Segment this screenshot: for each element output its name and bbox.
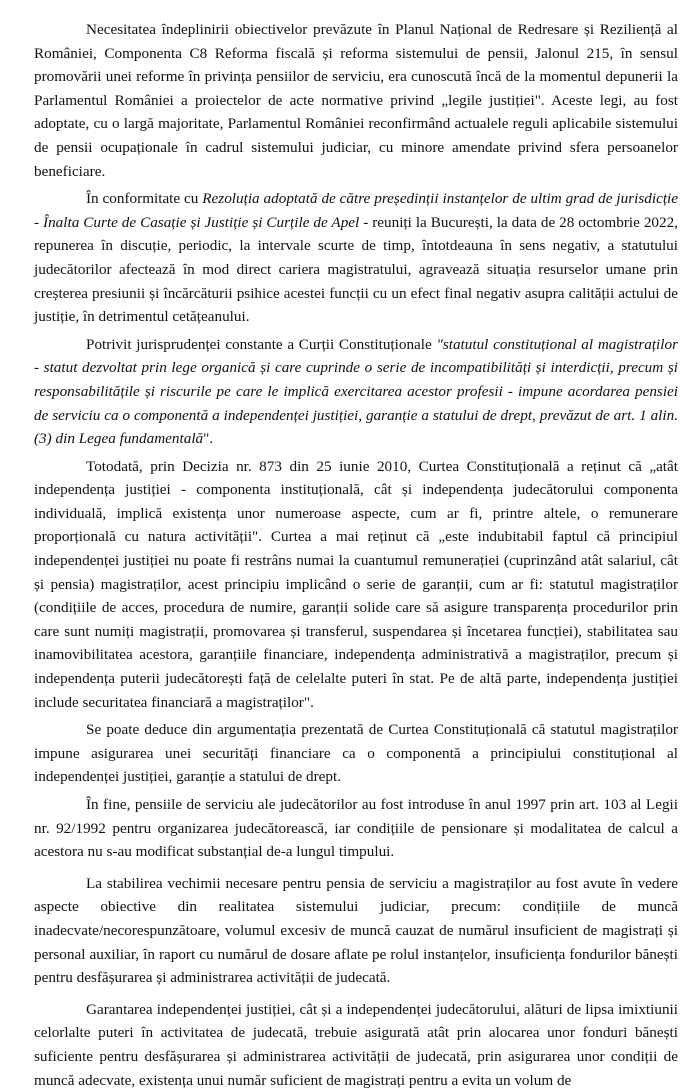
paragraph-cc-intro: Potrivit jurisprudenței constante a Curții Constituționale <box>86 335 437 353</box>
paragraph-resolution-italic: Rezoluția adoptată de către președinții instanțelor de ultim grad de jurisdicție - Înalta Curte de Casație și Justiție și Curțile de Apel <box>34 190 679 231</box>
paragraph-resolution-intro: În conformitate cu <box>86 190 203 208</box>
paragraph-cc-quote: "statutul constituțional al magistraților - statut dezvoltat prin lege organică și care cuprinde o serie de incompatibilități și interdicții, precum și responsabilitățile și riscurile pe care le implică exercitarea acestor profesii - impune acordarea pensiei de serviciu ca o componentă a independenței justiției, garanție a statului de drept, prevăzut de art. 1 alin. (3) din Legea fundamentală <box>34 335 678 448</box>
paragraph-history: În fine, pensiile de serviciu ale judecătorilor au fost introduse în anul 1997 prin art. 103 al Legii nr. 92/1992 pentru organizarea judecătorească, iar condițiile de pensionare și modalitatea de calcul a acestora nu s-au modificat substanțial de-a lungul timpului. <box>34 796 678 861</box>
paragraph-constitutional-court <box>34 333 678 451</box>
paragraph-seniority: La stabilirea vechimii necesare pentru pensia de serviciu a magistraților au fost avute în vedere aspecte obiective din realitatea sistemului judiciar, precum: condițiile de muncă inadecvate/necorespunzătoare, volumul excesiv de muncă cauzat de numărul insuficient de magistrați și personal auxiliar, în raport cu numărul de dosare aflate pe rolul instanțelor, insuficiența fondurilor bănești pentru desfășurarea și administrarea activității de judecată. <box>34 874 678 987</box>
paragraph-cc-end: ". <box>203 430 214 448</box>
paragraph-guarantee: Garantarea independenței justiției, cât și a independenței judecătorului, alături de lipsa imixtiunii celorlalte puteri în activitatea de judecată, trebuie asigurată atât prin alocarea unor fonduri bănești suficiente pentru desfășurarea și administrarea activității de judecată, prin asigurarea unor condiții de muncă adecvate, existența unui număr suficient de magistrați pentru a evita un volum de <box>34 1000 678 1089</box>
paragraph-deduction: Se poate deduce din argumentația prezentată de Curtea Constituțională că statutul magistraților impune asigurarea unei securități financiare ca o componentă a principiului constituțional al independenței justiției, garanție a statului de drept. <box>34 721 678 786</box>
paragraph-resolution <box>34 187 678 329</box>
paragraph-pnrr-reform: Necesitatea îndeplinirii obiectivelor prevăzute în Planul Național de Redresare și Reziliență al României, Componenta C8 Reforma fiscală și reforma sistemului de pensii, Jalonul 215, în sensul promovării unei reforme în privința pensiilor de serviciu, era cunoscută încă de la momentul depunerii la Parlamentul României a proiectelor de acte normative privind „legile justiției". Aceste legi, au fost adoptate, cu o largă majoritate, Parlamentul României reconfirmând actualele reguli aplicabile sistemului de pensii ocupaționale în cadrul sistemului judiciar, cu minore amendate privind sfera persoanelor beneficiare. <box>34 21 678 180</box>
paragraph-resolution-body: - reuniți la București, la data de 28 octombrie 2022, repunerea în discuție, periodic, la intervale scurte de timp, întotdeauna în sens negativ, a statutului judecătorilor afectează în mod direct cariera magistratului, agravează situația resurselor umane prin creșterea presiunii și încărcăturii psihice acestei funcții cu un efect final negativ asupra calității actului de justiție, în detrimentul cetățeanului. <box>34 213 678 326</box>
paragraph-decision-873: Totodată, prin Decizia nr. 873 din 25 iunie 2010, Curtea Constituțională a reținut că „atât independența justiției - componenta instituțională, cât și independența judecătorului componenta individuală, implică existența unor numeroase aspecte, cum ar fi, printre altele, o remunerare proporțională cu natura activității". Curtea a mai reținut că „este indubitabil faptul că principiul independenței justiției nu poate fi restrâns numai la cuantumul remunerației (cuprinzând atât salariul, cât și pensia) magistraților, acest principiu implicând o serie de garanții, cum ar fi: statutul magistraților (condițiile de acces, procedura de numire, garanții solide care să asigure transparența procedurilor prin care sunt numiți magistrații, promovarea și transferul, suspendarea și încetarea funcției), stabilitatea sau inamovibilitatea acestora, garanțiile financiare, independența administrativă a magistraților, precum și independența puterii judecătorești față de celelalte puteri în stat. Pe de altă parte, independența justiției include securitatea financiară a magistraților". <box>34 457 678 711</box>
